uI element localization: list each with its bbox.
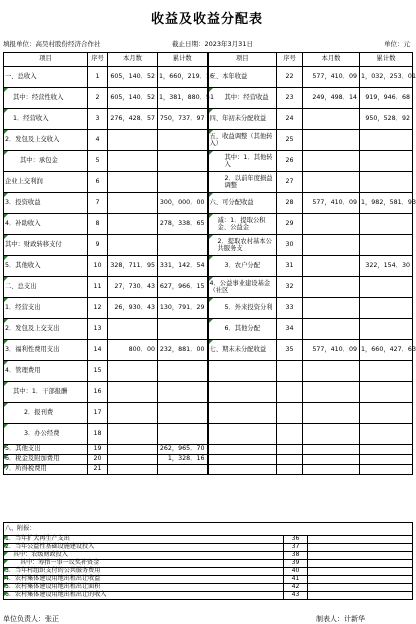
row-number: 12 bbox=[88, 298, 108, 319]
cumulative-value-right bbox=[360, 130, 413, 151]
current-month-value-right bbox=[303, 256, 360, 277]
item-label-right: 四、年初未分配收益 bbox=[208, 109, 277, 130]
item-label: 企业上交利润 bbox=[4, 172, 88, 193]
cumulative-value bbox=[158, 403, 208, 424]
cumulative-value-right bbox=[360, 361, 413, 382]
current-month-value-right bbox=[303, 151, 360, 172]
cumulative-value-right: 1，660，427．63 bbox=[360, 340, 413, 361]
row-number: 5 bbox=[88, 151, 108, 172]
row-number: 14 bbox=[88, 340, 108, 361]
note-label: 2．当年公益性基础设施建设投入 bbox=[4, 544, 284, 552]
table-row bbox=[4, 130, 413, 151]
row-number: 6 bbox=[88, 172, 108, 193]
row-number: 2 bbox=[88, 88, 108, 109]
table-row bbox=[4, 67, 413, 88]
current-month-value: 276，428．57 bbox=[108, 109, 158, 130]
row-number: 4 bbox=[88, 130, 108, 151]
table-row bbox=[4, 382, 413, 403]
item-label: 5．其他支出 bbox=[4, 445, 88, 455]
row-number: 15 bbox=[88, 361, 108, 382]
cumulative-value-right bbox=[360, 465, 413, 475]
current-month-value bbox=[108, 319, 158, 340]
table-row bbox=[4, 277, 413, 298]
table-row bbox=[4, 256, 413, 277]
cumulative-value-right bbox=[360, 298, 413, 319]
item-label-right: 其中：1．其他转入 bbox=[208, 151, 277, 172]
cumulative-value bbox=[158, 319, 208, 340]
table-row bbox=[4, 172, 413, 193]
item-label-right: 其中：经营收益 bbox=[208, 88, 277, 109]
current-month-value-right bbox=[303, 361, 360, 382]
current-month-value bbox=[108, 151, 158, 172]
current-month-value-right bbox=[303, 172, 360, 193]
table-row bbox=[4, 361, 413, 382]
cumulative-value-right bbox=[360, 445, 413, 455]
current-month-value bbox=[108, 193, 158, 214]
row-number-right: 25 bbox=[277, 130, 303, 151]
note-value bbox=[308, 560, 413, 568]
current-month-value-right bbox=[303, 298, 360, 319]
row-number: 11 bbox=[88, 277, 108, 298]
row-number-right: 28 bbox=[277, 193, 303, 214]
cumulative-value bbox=[158, 235, 208, 256]
row-number-right: 22 bbox=[277, 67, 303, 88]
table-row bbox=[4, 298, 413, 319]
table-header-row bbox=[4, 53, 413, 67]
cumulative-value: 1，381，880．51 bbox=[158, 88, 208, 109]
row-number: 9 bbox=[88, 235, 108, 256]
cumulative-value: 1，660，219．16 bbox=[158, 67, 208, 88]
note-number: 38 bbox=[284, 552, 308, 560]
note-label: 3．当年村组织支付的公共服务费用 bbox=[4, 568, 284, 576]
cumulative-value-right bbox=[360, 455, 413, 465]
note-value bbox=[308, 584, 413, 592]
cumulative-value-right: 322，154．30 bbox=[360, 256, 413, 277]
row-number: 10 bbox=[88, 256, 108, 277]
current-month-value-right bbox=[303, 319, 360, 340]
row-number: 13 bbox=[88, 319, 108, 340]
item-label-right bbox=[208, 424, 277, 445]
item-label-right: 2．提取农村基本公共服务支 bbox=[208, 235, 277, 256]
row-number-right: 34 bbox=[277, 319, 303, 340]
current-month-value-right bbox=[303, 235, 360, 256]
table-row bbox=[4, 403, 413, 424]
item-label: 2．发包及上交支出 bbox=[4, 319, 88, 340]
note-label: 其中：农级财政投入 bbox=[4, 552, 284, 560]
item-label: 5．其他收入 bbox=[4, 256, 88, 277]
notes-title: 八、附报： bbox=[4, 523, 413, 536]
row-number-right bbox=[277, 465, 303, 475]
row-number-right bbox=[277, 424, 303, 445]
row-number: 20 bbox=[88, 455, 108, 465]
table-row bbox=[4, 88, 413, 109]
current-month-value: 800．00 bbox=[108, 340, 158, 361]
row-number-right: 26 bbox=[277, 151, 303, 172]
table-row bbox=[4, 214, 413, 235]
cumulative-value: 130，791．29 bbox=[158, 298, 208, 319]
cumulative-value: 300，000．00 bbox=[158, 193, 208, 214]
table-row bbox=[4, 424, 413, 445]
responsible-person: 单位负责人：张正 bbox=[3, 615, 59, 623]
item-label: 2．发包及上交收入 bbox=[4, 130, 88, 151]
table-row bbox=[4, 193, 413, 214]
note-value bbox=[308, 592, 413, 600]
header-month: 本月数 bbox=[108, 53, 158, 67]
current-month-value: 605，140．52 bbox=[108, 67, 158, 88]
note-number: 43 bbox=[284, 592, 308, 600]
note-number: 40 bbox=[284, 568, 308, 576]
cumulative-value-right bbox=[360, 277, 413, 298]
item-label: 一、总收入 bbox=[4, 67, 88, 88]
cumulative-value-right bbox=[360, 403, 413, 424]
supplementary-report-table bbox=[3, 522, 413, 600]
row-number: 19 bbox=[88, 445, 108, 455]
row-number-right: 27 bbox=[277, 172, 303, 193]
row-number-right: 33 bbox=[277, 298, 303, 319]
cumulative-value-right bbox=[360, 172, 413, 193]
row-number-right: 24 bbox=[277, 109, 303, 130]
row-number-right: 29 bbox=[277, 214, 303, 235]
current-month-value: 328，711．95 bbox=[108, 256, 158, 277]
cumulative-value-right bbox=[360, 424, 413, 445]
cumulative-value: 627，966．15 bbox=[158, 277, 208, 298]
item-label-right bbox=[208, 361, 277, 382]
row-number: 7 bbox=[88, 193, 108, 214]
item-label-right: 七、期末未分配收益 bbox=[208, 340, 277, 361]
current-month-value-right bbox=[303, 445, 360, 455]
cumulative-value: 1，328．16 bbox=[158, 455, 208, 465]
cumulative-value: 232，881．00 bbox=[158, 340, 208, 361]
item-label: 其中：经营性收入 bbox=[4, 88, 88, 109]
item-label-right: 4．公益事业建设基金（社区 bbox=[208, 277, 277, 298]
note-value bbox=[308, 544, 413, 552]
header-cumulative-right: 累计数 bbox=[360, 53, 413, 67]
cumulative-value: 278，338．65 bbox=[158, 214, 208, 235]
current-month-value-right: 577，410．09 bbox=[303, 340, 360, 361]
row-number-right bbox=[277, 455, 303, 465]
current-month-value bbox=[108, 455, 158, 465]
cumulative-value bbox=[158, 172, 208, 193]
current-month-value: 605，140．52 bbox=[108, 88, 158, 109]
cumulative-value-right bbox=[360, 214, 413, 235]
income-distribution-table bbox=[3, 52, 416, 475]
row-number-right bbox=[277, 445, 303, 455]
row-number-right bbox=[277, 361, 303, 382]
item-label-right: 减：1．提取公积金、公益金 bbox=[208, 214, 277, 235]
table-row bbox=[4, 465, 413, 475]
item-label: 3．投资收益 bbox=[4, 193, 88, 214]
note-number: 39 bbox=[284, 560, 308, 568]
note-value bbox=[308, 568, 413, 576]
row-number: 1 bbox=[88, 67, 108, 88]
item-label-right: 3．农户分配 bbox=[208, 256, 277, 277]
current-month-value bbox=[108, 235, 158, 256]
item-label: 其中：1．干部报酬 bbox=[4, 382, 88, 403]
item-label-right bbox=[208, 465, 277, 475]
item-label-right: 六、可分配收益 bbox=[208, 193, 277, 214]
row-number-right: 35 bbox=[277, 340, 303, 361]
item-label-right bbox=[208, 403, 277, 424]
row-number: 17 bbox=[88, 403, 108, 424]
item-label: 7．所得税费用 bbox=[4, 465, 88, 475]
row-number-right bbox=[277, 382, 303, 403]
current-month-value-right bbox=[303, 109, 360, 130]
current-month-value-right bbox=[303, 455, 360, 465]
item-label: 其中：财政转移支付 bbox=[4, 235, 88, 256]
current-month-value: 27，730．43 bbox=[108, 277, 158, 298]
table-row bbox=[4, 455, 413, 465]
current-month-value-right bbox=[303, 465, 360, 475]
current-month-value bbox=[108, 214, 158, 235]
header-item-right: 项目 bbox=[208, 53, 277, 67]
report-title: 收益及收益分配表 bbox=[150, 12, 263, 27]
row-number-right: 23 bbox=[277, 88, 303, 109]
header-no: 序号 bbox=[88, 53, 108, 67]
cumulative-value-right bbox=[360, 151, 413, 172]
note-row bbox=[4, 592, 413, 600]
header-cumulative: 累计数 bbox=[158, 53, 208, 67]
cumulative-value-right bbox=[360, 319, 413, 340]
header-no-right: 序号 bbox=[277, 53, 303, 67]
item-label: 其中：承包金 bbox=[4, 151, 88, 172]
current-month-value-right bbox=[303, 277, 360, 298]
cumulative-value bbox=[158, 465, 208, 475]
note-number: 41 bbox=[284, 576, 308, 584]
current-month-value-right bbox=[303, 382, 360, 403]
row-number: 21 bbox=[88, 465, 108, 475]
table-preparer: 制表人：计新华 bbox=[316, 615, 365, 623]
item-label: 3．福利性费用支出 bbox=[4, 340, 88, 361]
note-number: 37 bbox=[284, 544, 308, 552]
current-month-value: 26，930．43 bbox=[108, 298, 158, 319]
current-month-value-right: 577，410．09 bbox=[303, 67, 360, 88]
item-label-right bbox=[208, 382, 277, 403]
row-number: 8 bbox=[88, 214, 108, 235]
note-value bbox=[308, 536, 413, 544]
cumulative-value: 750，737．97 bbox=[158, 109, 208, 130]
table-row bbox=[4, 319, 413, 340]
cumulative-value-right bbox=[360, 235, 413, 256]
item-label-right: 6．其他分配 bbox=[208, 319, 277, 340]
notes-title-row bbox=[4, 523, 413, 536]
cutoff-date: 截止日期：2023年3月31日 bbox=[172, 40, 253, 48]
item-label-right: 三、本年收益 bbox=[208, 67, 277, 88]
note-label: 1．当年扩大再生产支出 bbox=[4, 536, 284, 544]
row-number-right: 30 bbox=[277, 235, 303, 256]
current-month-value bbox=[108, 424, 158, 445]
currency-unit: 单位：元 bbox=[384, 40, 410, 48]
item-label-right bbox=[208, 455, 277, 465]
row-number-right bbox=[277, 403, 303, 424]
item-label: 1．经营收入 bbox=[4, 109, 88, 130]
item-label: 2．报刊费 bbox=[4, 403, 88, 424]
current-month-value bbox=[108, 382, 158, 403]
table-row bbox=[4, 151, 413, 172]
item-label-right: 五、收益调整（其他转入） bbox=[208, 130, 277, 151]
cumulative-value: 331，142．54 bbox=[158, 256, 208, 277]
row-number: 3 bbox=[88, 109, 108, 130]
note-label: 4．农村集体建设用地出租出让收益 bbox=[4, 576, 284, 584]
cumulative-value bbox=[158, 151, 208, 172]
current-month-value bbox=[108, 361, 158, 382]
note-number: 36 bbox=[284, 536, 308, 544]
row-number-right: 31 bbox=[277, 256, 303, 277]
current-month-value-right bbox=[303, 214, 360, 235]
item-label-right bbox=[208, 445, 277, 455]
current-month-value-right bbox=[303, 424, 360, 445]
cumulative-value-right bbox=[360, 382, 413, 403]
header-item: 项目 bbox=[4, 53, 88, 67]
reporting-unit: 填报单位：高昊村股份经济合作社 bbox=[3, 40, 101, 48]
cumulative-value-right: 919，946．68 bbox=[360, 88, 413, 109]
cumulative-value-right: 1，032，253．01 bbox=[360, 67, 413, 88]
row-number-right: 32 bbox=[277, 277, 303, 298]
note-label: 其中：筹措一事一议奖补资金 bbox=[4, 560, 284, 568]
note-value bbox=[308, 576, 413, 584]
table-row bbox=[4, 109, 413, 130]
cumulative-value bbox=[158, 382, 208, 403]
cumulative-value bbox=[158, 130, 208, 151]
cumulative-value bbox=[158, 424, 208, 445]
table-row bbox=[4, 235, 413, 256]
cumulative-value bbox=[158, 361, 208, 382]
current-month-value-right: 577，410．09 bbox=[303, 193, 360, 214]
note-value bbox=[308, 552, 413, 560]
cumulative-value-right: 950，528．92 bbox=[360, 109, 413, 130]
note-label: 6．农村集体建设用地出租出让的收入 bbox=[4, 592, 284, 600]
current-month-value-right: 249，498．14 bbox=[303, 88, 360, 109]
current-month-value bbox=[108, 445, 158, 455]
table-row bbox=[4, 445, 413, 455]
item-label: 4．管理费用 bbox=[4, 361, 88, 382]
current-month-value-right bbox=[303, 130, 360, 151]
item-label: 6．税金及附加费用 bbox=[4, 455, 88, 465]
item-label-right: 5．外来投资分利 bbox=[208, 298, 277, 319]
item-label: 3．办公经费 bbox=[4, 424, 88, 445]
note-label: 5．农村集体建设用地出租出让面积 bbox=[4, 584, 284, 592]
current-month-value bbox=[108, 172, 158, 193]
current-month-value-right bbox=[303, 403, 360, 424]
header-month-right: 本月数 bbox=[303, 53, 360, 67]
table-row bbox=[4, 340, 413, 361]
note-number: 42 bbox=[284, 584, 308, 592]
cumulative-value: 262，965．70 bbox=[158, 445, 208, 455]
item-label: 4．补助收入 bbox=[4, 214, 88, 235]
current-month-value bbox=[108, 465, 158, 475]
current-month-value bbox=[108, 130, 158, 151]
item-label: 1．经营支出 bbox=[4, 298, 88, 319]
row-number: 18 bbox=[88, 424, 108, 445]
current-month-value bbox=[108, 403, 158, 424]
row-number: 16 bbox=[88, 382, 108, 403]
item-label-right: 2．以前年度损益调整 bbox=[208, 172, 277, 193]
item-label: 二、总支出 bbox=[4, 277, 88, 298]
cumulative-value-right: 1，982，581．93 bbox=[360, 193, 413, 214]
